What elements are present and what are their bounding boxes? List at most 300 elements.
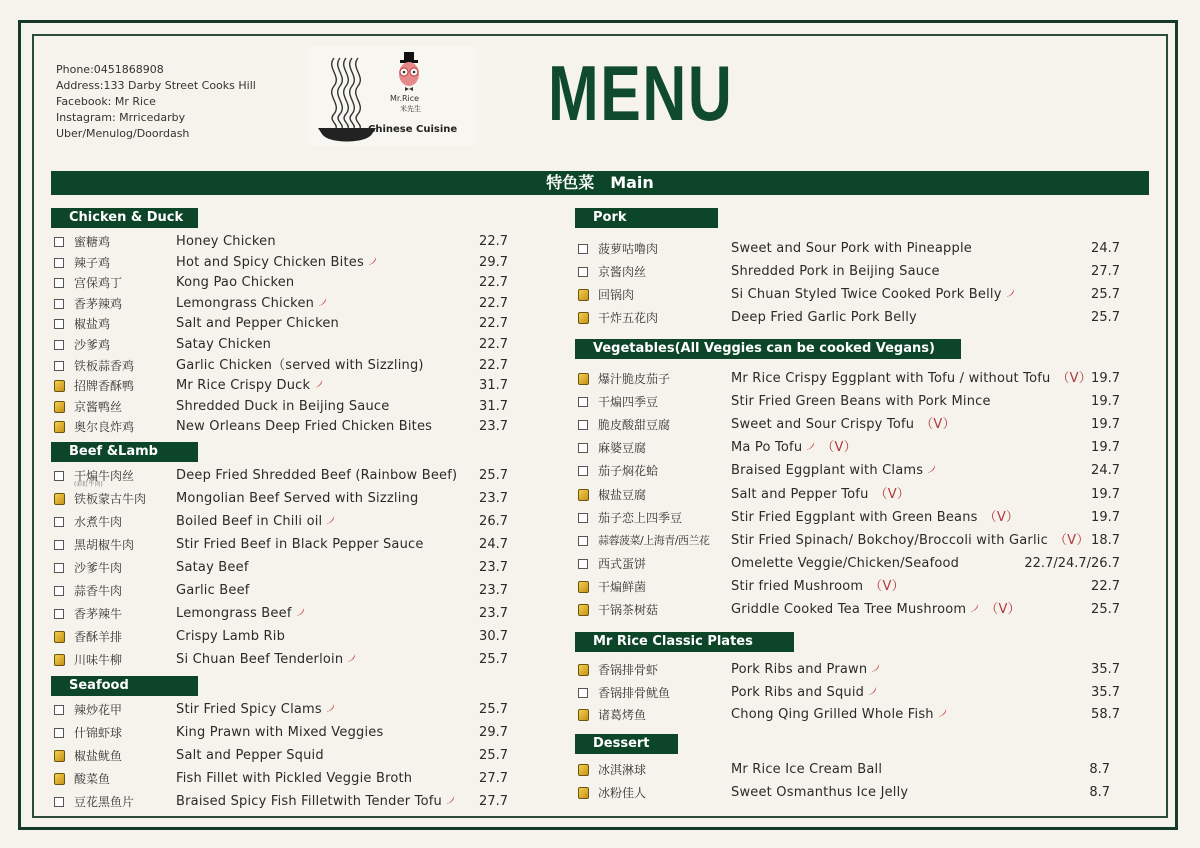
item-name-en: Garlic Beef — [176, 583, 250, 598]
menu-item — [54, 558, 508, 578]
vegan-badge: （V） — [874, 487, 911, 502]
item-description — [731, 308, 917, 328]
item-price: 19.7 — [1091, 417, 1120, 432]
item-price: 25.7 — [1091, 287, 1120, 302]
checkbox-icon[interactable] — [54, 586, 64, 596]
menu-item — [54, 581, 508, 601]
menu-item — [578, 508, 1120, 528]
menu-item — [54, 746, 508, 766]
item-description — [176, 232, 276, 252]
item-name-en: Satay Chicken — [176, 337, 272, 352]
thumbs-up-recommended-icon — [578, 581, 589, 593]
item-price: 29.7 — [479, 725, 508, 740]
item-price: 19.7 — [1091, 440, 1120, 455]
item-name-cn: 辣子鸡 — [74, 256, 111, 270]
item-name-cn: 茄子恋上四季豆 — [598, 511, 683, 525]
item-name-cn: 京酱鸭丝 — [74, 400, 123, 414]
item-name-cn: 干锅茶树菇 — [598, 603, 659, 617]
item-name-cn: 黑胡椒牛肉 — [74, 538, 135, 552]
vegan-badge: （V） — [869, 579, 905, 594]
menu-item — [54, 356, 508, 376]
item-name-en: Salt and Pepper Chicken — [176, 316, 339, 331]
item-name-cn: 香锅排骨鱿鱼 — [598, 686, 671, 700]
item-name-en: Lemongrass Chicken — [176, 296, 315, 311]
item-description — [176, 581, 250, 601]
item-description — [176, 558, 249, 578]
thumbs-up-recommended-icon — [578, 709, 589, 721]
section-header-veg: Vegetables(All Veggies can be cooked Vegans) — [575, 339, 961, 359]
item-name-en: Braised Eggplant with Clams — [731, 463, 924, 478]
item-price: 19.7 — [1091, 394, 1120, 409]
item-price: 35.7 — [1091, 685, 1120, 700]
menu-item — [578, 485, 1120, 505]
item-name-en: Honey Chicken — [176, 234, 276, 249]
item-name-en: New Orleans Deep Fried Chicken Bites — [176, 419, 433, 434]
item-description — [731, 760, 882, 780]
menu-item — [578, 600, 1120, 620]
item-description — [176, 746, 324, 766]
item-price: 23.7 — [479, 560, 508, 575]
menu-item — [578, 262, 1120, 282]
checkbox-icon[interactable] — [54, 237, 64, 247]
section-header-pork: Pork — [575, 208, 718, 228]
menu-item — [578, 461, 1120, 481]
checkbox-icon[interactable] — [578, 267, 588, 277]
item-price: 31.7 — [479, 378, 508, 393]
item-name-cn: 辣炒花甲 — [74, 703, 123, 717]
menu-item — [578, 369, 1120, 389]
item-price: 25.7 — [479, 652, 508, 667]
menu-item — [54, 335, 508, 355]
item-name-en: Stir Fried Spinach/ Bokchoy/Broccoli with Garlic — [731, 533, 1048, 548]
checkbox-icon[interactable] — [578, 244, 588, 254]
item-price: 8.7 — [1089, 762, 1110, 777]
thumbs-up-recommended-icon — [578, 764, 589, 776]
menu-item — [578, 760, 1110, 780]
item-description — [731, 262, 940, 282]
item-description — [731, 600, 1021, 620]
checkbox-icon[interactable] — [578, 536, 588, 546]
menu-item — [578, 531, 1120, 551]
item-name-en: Fish Fillet with Pickled Veggie Broth — [176, 771, 413, 786]
checkbox-icon[interactable] — [54, 299, 64, 309]
vegan-badge: （V） — [985, 602, 1021, 617]
thumbs-up-recommended-icon — [578, 787, 589, 799]
item-name-en: Stir fried Mushroom — [731, 579, 864, 594]
item-note: (彩虹牛肉) — [74, 481, 103, 488]
restaurant-logo — [308, 46, 476, 146]
item-description — [731, 531, 1089, 551]
vegan-badge: （V） — [1056, 371, 1092, 386]
checkbox-icon[interactable] — [54, 728, 64, 738]
facebook: Facebook: Mr Rice — [56, 95, 156, 108]
checkbox-icon[interactable] — [578, 513, 588, 523]
checkbox-icon[interactable] — [54, 705, 64, 715]
item-name-cn: 酸菜鱼 — [74, 772, 111, 786]
section-header-seafood: Seafood — [51, 676, 198, 696]
thumbs-up-recommended-icon — [54, 493, 65, 505]
item-price: 22.7 — [479, 275, 508, 290]
thumbs-up-recommended-icon — [54, 773, 65, 785]
thumbs-up-recommended-icon — [54, 380, 65, 392]
item-name-en: Shredded Pork in Beijing Sauce — [731, 264, 940, 279]
menu-item — [54, 650, 508, 670]
item-name-en: Salt and Pepper Squid — [176, 748, 324, 763]
item-name-en: Stir Fried Beef in Black Pepper Sauce — [176, 537, 424, 552]
item-name-cn: 蒜香牛肉 — [74, 584, 123, 598]
checkbox-icon[interactable] — [578, 397, 588, 407]
menu-item — [54, 700, 508, 720]
menu-item — [54, 769, 508, 789]
menu-item — [54, 535, 508, 555]
item-price: 25.7 — [479, 468, 508, 483]
item-description — [731, 683, 877, 703]
menu-item — [578, 415, 1120, 435]
item-price: 24.7 — [1091, 463, 1120, 478]
item-name-en: Sweet and Sour Crispy Tofu — [731, 417, 915, 432]
item-price: 27.7 — [479, 771, 508, 786]
item-name-en: Mr Rice Ice Cream Ball — [731, 762, 883, 777]
menu-item — [54, 723, 508, 743]
chili-spicy-icon — [870, 663, 880, 676]
checkbox-icon[interactable] — [54, 471, 64, 481]
menu-item — [54, 397, 508, 417]
item-price: 25.7 — [479, 748, 508, 763]
item-name-en: Si Chuan Beef Tenderloin — [176, 652, 344, 667]
item-description — [176, 397, 389, 417]
menu-item — [54, 273, 508, 293]
item-price: 31.7 — [479, 399, 508, 414]
item-price: 19.7 — [1091, 371, 1120, 386]
item-price: 8.7 — [1089, 785, 1110, 800]
menu-item — [54, 627, 508, 647]
item-description — [176, 723, 383, 743]
item-price: 19.7 — [1091, 487, 1120, 502]
item-name-en: Hot and Spicy Chicken Bites — [176, 255, 364, 270]
item-price: 22.7/24.7/26.7 — [1024, 556, 1120, 571]
item-name-cn: 沙爹牛肉 — [74, 561, 123, 575]
checkbox-icon[interactable] — [578, 466, 588, 476]
thumbs-up-recommended-icon — [578, 664, 589, 676]
menu-item — [578, 683, 1120, 703]
item-price: 26.7 — [479, 514, 508, 529]
item-name-cn: 回锅肉 — [598, 288, 635, 302]
chili-spicy-icon — [313, 379, 323, 392]
item-name-en: Braised Spicy Fish Filletwith Tender Tofu — [176, 794, 442, 809]
checkbox-icon[interactable] — [54, 609, 64, 619]
item-name-cn: 川味牛柳 — [74, 653, 123, 667]
menu-item — [578, 660, 1120, 680]
item-name-cn: 香锅排骨虾 — [598, 663, 659, 677]
vegan-badge: （V） — [1053, 533, 1090, 548]
chili-spicy-icon — [969, 603, 979, 616]
item-price: 29.7 — [479, 255, 508, 270]
logo-tagline: Chinese Cuisine — [368, 124, 458, 135]
item-name-cn: 冰粉佳人 — [598, 786, 647, 800]
item-description — [176, 792, 455, 812]
item-description — [176, 253, 377, 273]
item-name-cn: 菠萝咕噜肉 — [598, 242, 659, 256]
checkbox-icon[interactable] — [578, 688, 588, 698]
item-name-cn: 冰淇淋球 — [598, 763, 647, 777]
item-description — [731, 415, 956, 435]
item-name-cn: 铁板蒜香鸡 — [74, 359, 135, 373]
item-name-cn: 干煸鲜菌 — [598, 580, 647, 594]
brand-name-cn: 米先生 — [400, 105, 421, 113]
item-name-en: King Prawn with Mixed Veggies — [176, 725, 384, 740]
item-name-en: Sweet and Sour Pork with Pineapple — [731, 241, 972, 256]
item-name-cn: 铁板蒙古牛肉 — [74, 492, 147, 506]
item-name-en: Deep Fried Shredded Beef (Rainbow Beef) — [176, 468, 458, 483]
item-price: 22.7 — [479, 234, 508, 249]
item-name-cn: 香茅辣鸡 — [74, 297, 123, 311]
item-name-en: Mr Rice Crispy Duck — [176, 378, 311, 393]
item-name-cn: 奥尔良炸鸡 — [74, 420, 135, 434]
item-price: 23.7 — [479, 419, 508, 434]
item-name-cn: 脆皮酸甜豆腐 — [598, 418, 671, 432]
section-header-chicken: Chicken & Duck — [51, 208, 198, 228]
item-name-cn: 干煸四季豆 — [598, 395, 659, 409]
item-price: 27.7 — [479, 794, 508, 809]
item-price: 22.7 — [479, 316, 508, 331]
item-name-cn: 茄子焖花蛤 — [598, 464, 659, 478]
section-header-dessert: Dessert — [575, 734, 678, 754]
thumbs-up-recommended-icon — [578, 489, 589, 501]
item-price: 27.7 — [1091, 264, 1120, 279]
checkbox-icon[interactable] — [578, 420, 588, 430]
chili-spicy-icon — [325, 703, 335, 716]
menu-item — [54, 232, 508, 252]
item-description — [176, 335, 271, 355]
item-description — [731, 461, 936, 481]
item-name-cn: 沙爹鸡 — [74, 338, 111, 352]
thumbs-up-recommended-icon — [54, 631, 65, 643]
item-price: 25.7 — [479, 702, 508, 717]
item-name-en: Salt and Pepper Tofu — [731, 487, 869, 502]
chili-spicy-icon — [937, 708, 947, 721]
item-description — [731, 783, 908, 803]
item-name-en: Pork Ribs and Prawn — [731, 662, 868, 677]
chili-spicy-icon — [317, 297, 327, 310]
item-price: 19.7 — [1091, 510, 1120, 525]
item-name-cn: 蒜蓉菠菜/上海青/西兰花 — [598, 534, 710, 547]
vegan-badge: （V） — [920, 417, 956, 432]
item-description — [731, 485, 910, 505]
chili-spicy-icon — [805, 441, 815, 454]
item-price: 22.7 — [479, 296, 508, 311]
item-description — [731, 554, 959, 574]
menu-item — [54, 417, 508, 437]
menu-item — [578, 577, 1120, 597]
item-name-cn: 什锦虾球 — [74, 726, 123, 740]
chili-spicy-icon — [926, 464, 936, 477]
item-name-en: Lemongrass Beef — [176, 606, 292, 621]
item-name-en: Griddle Cooked Tea Tree Mushroom — [731, 602, 967, 617]
item-description — [731, 577, 905, 597]
menu-item — [54, 489, 508, 509]
item-description — [731, 508, 1019, 528]
item-price: 22.7 — [479, 358, 508, 373]
item-description — [176, 627, 285, 647]
item-name-cn: 椒盐鸡 — [74, 317, 111, 331]
item-price: 24.7 — [479, 537, 508, 552]
item-name-en: Stir Fried Spicy Clams — [176, 702, 322, 717]
item-price: 22.7 — [479, 337, 508, 352]
chili-spicy-icon — [295, 607, 305, 620]
menu-item — [578, 554, 1120, 574]
section-header-classic: Mr Rice Classic Plates — [575, 632, 794, 652]
item-name-en: Ma Po Tofu — [731, 440, 803, 455]
item-price: 25.7 — [1091, 310, 1120, 325]
item-description — [731, 285, 1015, 305]
item-name-en: Pork Ribs and Squid — [731, 685, 865, 700]
item-description — [176, 650, 356, 670]
item-description — [176, 489, 418, 509]
address: Address:133 Darby Street Cooks Hill — [56, 79, 256, 92]
menu-item — [54, 604, 508, 624]
item-description — [731, 660, 880, 680]
menu-item — [578, 783, 1110, 803]
thumbs-up-recommended-icon — [578, 312, 589, 324]
item-name-en: Si Chuan Styled Twice Cooked Pork Belly — [731, 287, 1002, 302]
delivery-platforms: Uber/Menulog/Doordash — [56, 127, 190, 140]
checkbox-icon[interactable] — [54, 278, 64, 288]
thumbs-up-recommended-icon — [578, 604, 589, 616]
item-name-cn: 干煸牛肉丝 — [74, 469, 135, 483]
item-price: 35.7 — [1091, 662, 1120, 677]
checkbox-icon[interactable] — [54, 797, 64, 807]
item-description — [176, 604, 305, 624]
menu-item — [54, 512, 508, 532]
item-name-cn: 爆汁脆皮茄子 — [598, 372, 671, 386]
item-name-cn: 京酱肉丝 — [598, 265, 647, 279]
item-name-en: Kong Pao Chicken — [176, 275, 295, 290]
item-name-cn: 香茅辣牛 — [74, 607, 123, 621]
item-price: 18.7 — [1091, 533, 1120, 548]
checkbox-icon[interactable] — [54, 340, 64, 350]
instagram: Instagram: Mrricedarby — [56, 111, 186, 124]
checkbox-icon[interactable] — [54, 258, 64, 268]
mascot-icon — [394, 52, 424, 94]
item-price: 25.7 — [1091, 602, 1120, 617]
item-price: 23.7 — [479, 606, 508, 621]
item-description — [176, 700, 335, 720]
item-description — [176, 273, 294, 293]
item-description — [731, 239, 972, 259]
item-name-en: Crispy Lamb Rib — [176, 629, 286, 644]
item-description — [176, 512, 335, 532]
item-name-cn: 豆花黑鱼片 — [74, 795, 135, 809]
item-description — [731, 392, 991, 412]
item-name-en: Sweet Osmanthus Ice Jelly — [731, 785, 909, 800]
item-name-en: Chong Qing Grilled Whole Fish — [731, 707, 934, 722]
item-description — [176, 535, 424, 555]
item-description — [731, 438, 857, 458]
contact-info — [56, 62, 256, 142]
item-name-en: Shredded Duck in Beijing Sauce — [176, 399, 390, 414]
item-price: 23.7 — [479, 583, 508, 598]
item-name-cn: 招牌香酥鸭 — [74, 379, 135, 393]
vegan-badge: （V） — [983, 510, 1020, 525]
thumbs-up-recommended-icon — [54, 421, 65, 433]
item-name-cn: 水煮牛肉 — [74, 515, 123, 529]
item-description — [176, 356, 424, 376]
item-price: 30.7 — [479, 629, 508, 644]
checkbox-icon[interactable] — [54, 361, 64, 371]
thumbs-up-recommended-icon — [578, 373, 589, 385]
item-name-cn: 宫保鸡丁 — [74, 276, 123, 290]
menu-item — [578, 392, 1120, 412]
item-name-cn: 干炸五花肉 — [598, 311, 659, 325]
menu-item — [54, 466, 508, 486]
chili-spicy-icon — [1005, 288, 1015, 301]
item-description — [176, 417, 432, 437]
vegan-badge: （V） — [821, 440, 857, 455]
checkbox-icon[interactable] — [54, 540, 64, 550]
menu-item — [54, 376, 508, 396]
item-price: 22.7 — [1091, 579, 1120, 594]
item-name-cn: 椒盐豆腐 — [598, 488, 647, 502]
item-name-en: Stir Fried Eggplant with Green Beans — [731, 510, 978, 525]
checkbox-icon[interactable] — [578, 559, 588, 569]
item-description — [731, 369, 1092, 389]
item-name-en: Stir Fried Green Beans with Pork Mince — [731, 394, 991, 409]
item-name-en: Mr Rice Crispy Eggplant with Tofu / without Tofu — [731, 371, 1051, 386]
item-name-en: Deep Fried Garlic Pork Belly — [731, 310, 917, 325]
item-name-en: Omelette Veggie/Chicken/Seafood — [731, 556, 960, 571]
item-description — [731, 705, 947, 725]
menu-item — [578, 705, 1120, 725]
menu-item — [54, 314, 508, 334]
thumbs-up-recommended-icon — [54, 654, 65, 666]
page-title: MENU — [548, 49, 734, 137]
item-price: 58.7 — [1091, 707, 1120, 722]
chili-spicy-icon — [346, 653, 356, 666]
brand-name: Mr.Rice — [390, 94, 420, 103]
thumbs-up-recommended-icon — [54, 750, 65, 762]
menu-item — [578, 438, 1120, 458]
checkbox-icon[interactable] — [54, 517, 64, 527]
chili-spicy-icon — [367, 256, 377, 269]
checkbox-icon[interactable] — [54, 319, 64, 329]
chili-spicy-icon — [445, 795, 455, 808]
phone: Phone:0451868908 — [56, 63, 164, 76]
item-name-en: Satay Beef — [176, 560, 249, 575]
item-description — [176, 769, 412, 789]
menu-item — [578, 308, 1120, 328]
item-price: 24.7 — [1091, 241, 1120, 256]
checkbox-icon[interactable] — [54, 563, 64, 573]
checkbox-icon[interactable] — [578, 443, 588, 453]
thumbs-up-recommended-icon — [578, 289, 589, 301]
section-header-beef: Beef &Lamb — [51, 442, 198, 462]
main-section-banner: 特色菜 Main — [51, 171, 1149, 195]
item-description — [176, 466, 457, 486]
item-name-en: Boiled Beef in Chili oil — [176, 514, 323, 529]
menu-item — [54, 792, 508, 812]
item-name-cn: 椒盐鱿鱼 — [74, 749, 123, 763]
menu-item — [54, 294, 508, 314]
menu-item — [578, 239, 1120, 259]
item-name-cn: 西式蛋饼 — [598, 557, 647, 571]
menu-item — [578, 285, 1120, 305]
item-name-cn: 诸葛烤鱼 — [598, 708, 647, 722]
chili-spicy-icon — [867, 686, 877, 699]
thumbs-up-recommended-icon — [54, 401, 65, 413]
item-description — [176, 294, 327, 314]
item-description — [176, 314, 339, 334]
item-name-cn: 香酥羊排 — [74, 630, 123, 644]
